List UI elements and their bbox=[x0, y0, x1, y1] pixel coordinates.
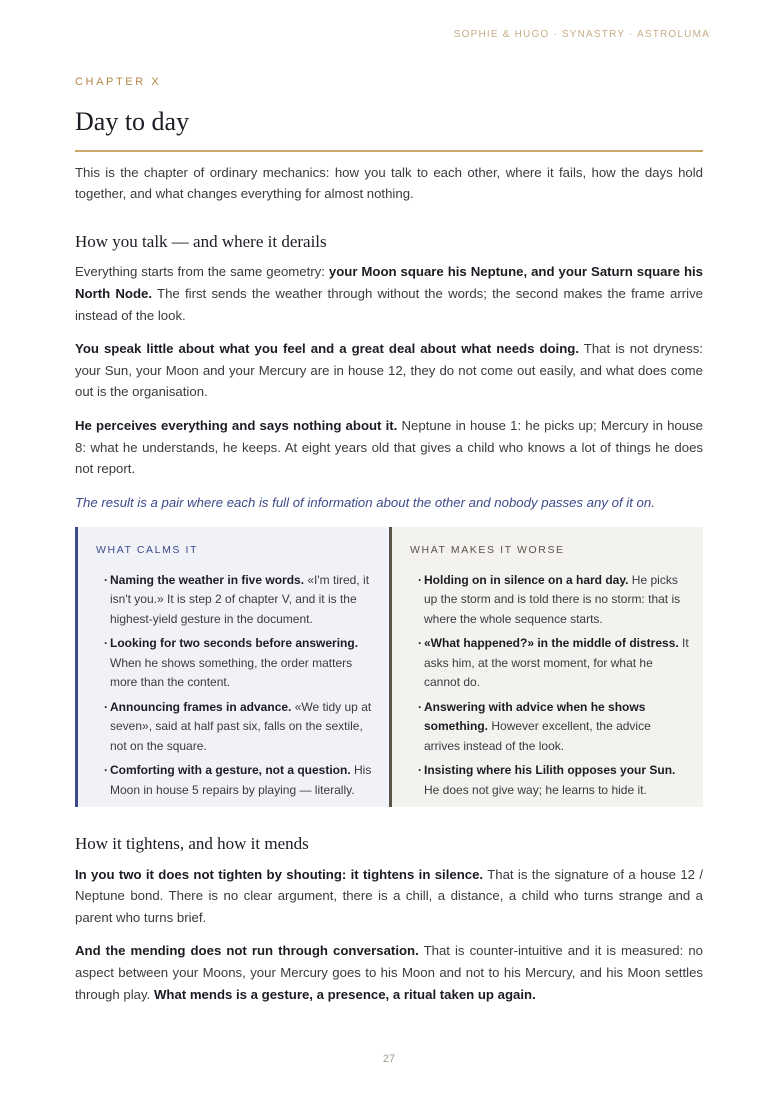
bold-span: You speak little about what you feel and a great deal about what needs doing. bbox=[75, 341, 579, 357]
paragraph-geometry bbox=[75, 261, 703, 326]
section-title-tightens: How it tightens, and how it mends bbox=[75, 834, 309, 854]
bold-span: And the mending does not run through conversation. bbox=[75, 943, 419, 959]
text-span: When he shows something, the order matters more than the content. bbox=[110, 655, 353, 690]
text-span: He picks up the storm and is told there is no storm: that is where the whole sequence starts. bbox=[424, 572, 681, 626]
list-item bbox=[410, 698, 689, 757]
text-span: It asks him, at the worst moment, for what he cannot do. bbox=[424, 636, 689, 690]
chapter-title: Day to day bbox=[75, 106, 190, 136]
list-item bbox=[96, 571, 375, 630]
worse-list bbox=[410, 571, 689, 801]
text-span: Neptune in house 1: he picks up; Mercury in house 8: what he understands, he keeps. At eight years old that gives a child who knows a lot of things he does not report. bbox=[75, 417, 704, 477]
bold-span: Holding on in silence on a hard day. bbox=[424, 572, 629, 587]
text-span: Everything starts from the same geometry: bbox=[75, 264, 329, 280]
bold-span: «What happened?» in the middle of distress. bbox=[424, 636, 679, 651]
calms-list bbox=[96, 571, 375, 801]
text-span: That is counter-intuitive and it is measured: no aspect between your Moons, your Mercury goes to his Moon and not to his Mercury, and his Moon settles through play. bbox=[75, 943, 703, 1002]
advice-panels bbox=[75, 527, 703, 807]
page-content bbox=[75, 72, 703, 1005]
text-span: That is not dryness: your Sun, your Moon and your Mercury are in house 12, they do not come out easily, and what does come out is the organisation. bbox=[75, 341, 703, 400]
bold-span: Insisting where his Lilith opposes your Sun. bbox=[424, 763, 676, 778]
running-header: SOPHIE & HUGO · SYNASTRY · ASTROLUMA bbox=[453, 29, 710, 40]
paragraph-you-speak bbox=[75, 338, 703, 403]
text-span: «We tidy up at seven», said at half past six, falls on the sextile, not on the square. bbox=[110, 699, 372, 753]
panel-title-worse: WHAT MAKES IT WORSE bbox=[410, 544, 565, 557]
panel-title-calms: WHAT CALMS IT bbox=[96, 544, 199, 557]
bold-span: In you two it does not tighten by shouting: it tightens in silence. bbox=[75, 866, 484, 882]
panel-what-makes-worse bbox=[389, 527, 703, 807]
panel-what-calms bbox=[75, 527, 389, 807]
text-span: His Moon in house 5 repairs by playing — literally. bbox=[110, 763, 372, 797]
list-item bbox=[410, 761, 689, 800]
bold-span: What mends is a gesture, a presence, a ritual taken up again. bbox=[153, 986, 536, 1002]
paragraph-tightens bbox=[75, 864, 703, 929]
paragraph-he-perceives bbox=[75, 415, 703, 480]
title-rule bbox=[75, 150, 703, 152]
list-item bbox=[96, 761, 375, 800]
list-item bbox=[96, 698, 375, 757]
bold-span: Naming the weather in five words. bbox=[110, 572, 305, 587]
bold-span: your Moon square his Neptune, and your Saturn square his North Node. bbox=[75, 264, 703, 301]
list-item bbox=[410, 634, 689, 693]
text-span: The first sends the weather through without the words; the second makes the frame arrive instead of the look. bbox=[75, 285, 703, 323]
bold-span: Answering with advice when he shows something. bbox=[424, 699, 646, 734]
bold-span: Comforting with a gesture, not a question. bbox=[110, 763, 351, 778]
paragraph-mending bbox=[75, 940, 703, 1005]
result-note: The result is a pair where each is full of information about the other and nobody passes any of it on. bbox=[75, 494, 655, 510]
list-item bbox=[96, 634, 375, 693]
section-title-talk: How you talk — and where it derails bbox=[75, 231, 327, 251]
page-number: 27 bbox=[382, 1053, 396, 1065]
text-span: That is the signature of a house 12 / Neptune bond. There is no clear argument, there is a chill, a distance, a child who turns strange and a parent who turns brief. bbox=[75, 866, 704, 925]
text-span: However excellent, the advice arrives instead of the look. bbox=[424, 719, 651, 753]
text-span: «I'm tired, it isn't you.» It is step 2 of chapter V, and it is the highest-yield gesture in the document. bbox=[110, 572, 370, 626]
bold-span: He perceives everything and says nothing about it. bbox=[75, 417, 398, 433]
chapter-intro: This is the chapter of ordinary mechanics: how you talk to each other, where it fails, how the days hold together, and what changes everything for almost nothing. bbox=[75, 164, 703, 202]
bold-span: Looking for two seconds before answering. bbox=[110, 636, 359, 651]
text-span: He does not give way; he learns to hide it. bbox=[424, 782, 647, 797]
bold-span: Announcing frames in advance. bbox=[110, 699, 292, 714]
chapter-kicker: CHAPTER X bbox=[75, 76, 162, 88]
list-item bbox=[410, 571, 689, 630]
